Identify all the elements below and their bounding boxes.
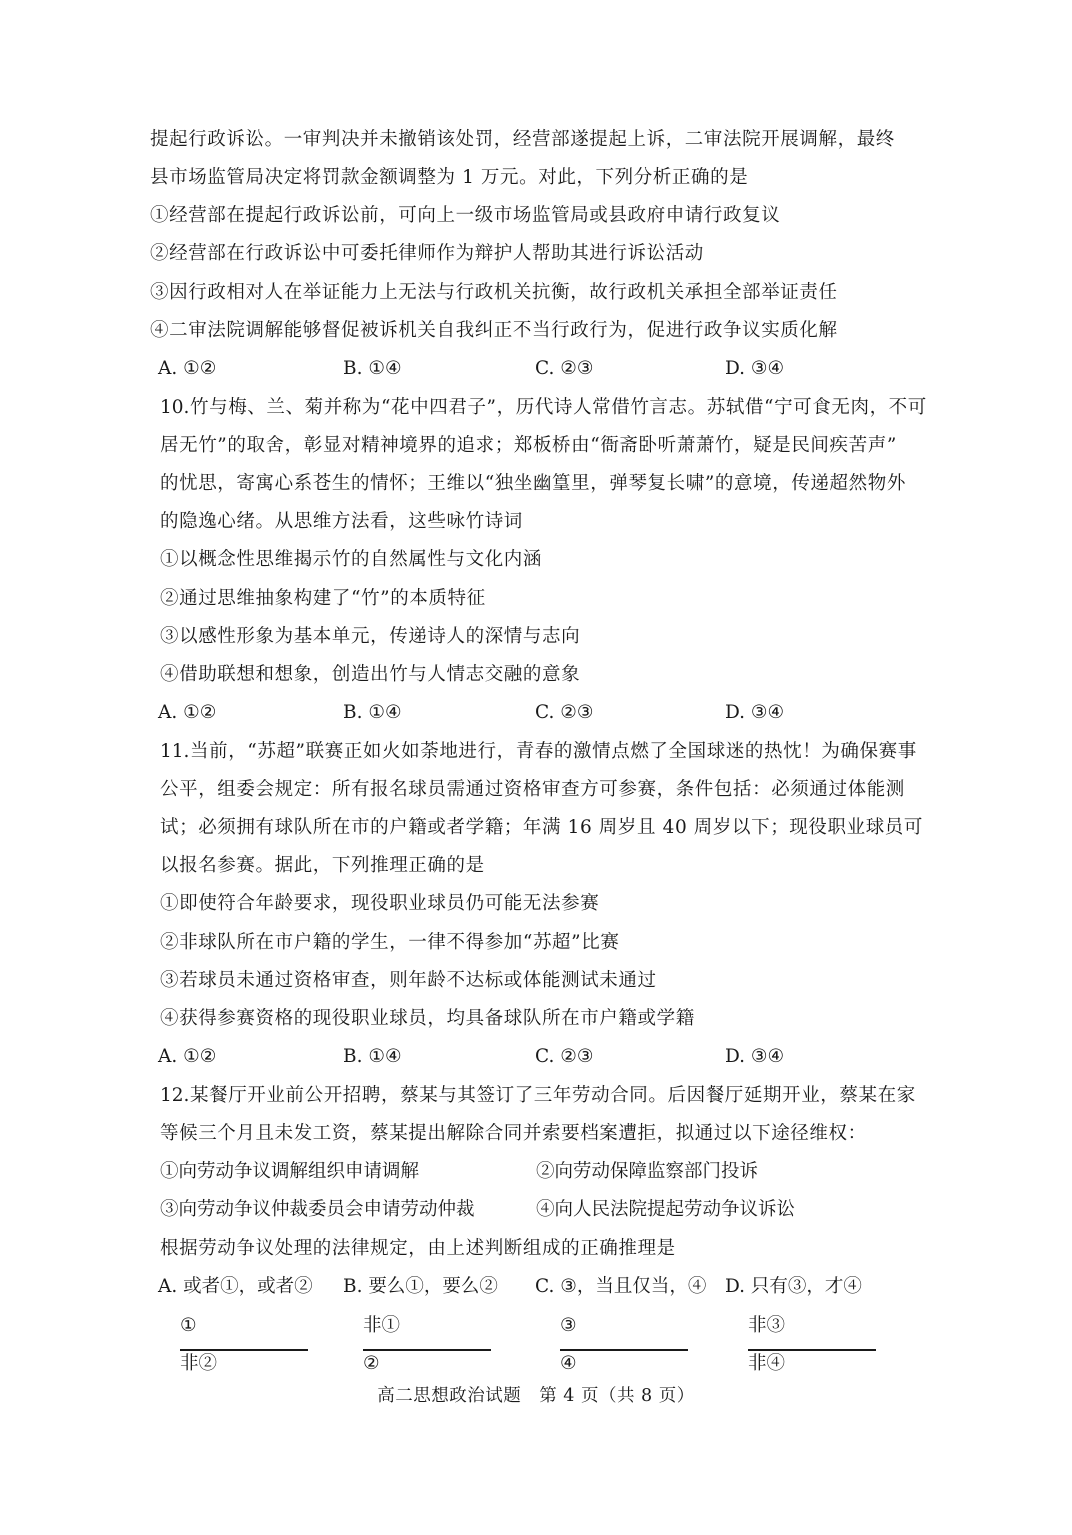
inference-premise: 非① <box>363 1315 401 1336</box>
q9-statement-3: ③因行政相对人在举证能力上无法与行政机关抗衡，故行政机关承担全部举证责任 <box>150 282 838 303</box>
page-footer: 高二思想政治试题 第 4 页（共 8 页） <box>377 1386 695 1406</box>
q9-option-b: B. ①④ <box>343 358 402 379</box>
inference-line <box>560 1349 688 1351</box>
q11-statement-3: ③若球员未通过资格审查，则年龄不达标或体能测试未通过 <box>160 970 657 991</box>
q12-option-a: A. 或者①，或者② <box>158 1276 313 1297</box>
q10-stem-line-2: 居无竹”的取舍，彰显对精神境界的追求；郑板桥由“衙斋卧听萧萧竹，疑是民间疾苦声” <box>160 435 897 456</box>
q11-stem-line-3: 试；必须拥有球队所在市的户籍或者学籍；年满 16 周岁且 40 周岁以下；现役职业球员可 <box>160 817 924 838</box>
q12-number: 12. <box>160 1085 190 1106</box>
q11-stem-line-1: 当前，“苏超”联赛正如火如荼地进行，青春的激情点燃了全国球迷的热忱！为确保赛事 <box>190 741 917 762</box>
q11-options <box>158 1045 958 1069</box>
q9-option-c: C. ②③ <box>535 358 594 379</box>
q10-option-d: D. ③④ <box>725 702 785 723</box>
q10-statement-4: ④借助联想和想象，创造出竹与人情志交融的意象 <box>160 664 581 685</box>
q11-stem-line-4: 以报名参赛。据此，下列推理正确的是 <box>160 855 485 876</box>
q11-statement-1: ①即使符合年龄要求，现役职业球员仍可能无法参赛 <box>160 893 600 914</box>
q11-number: 11. <box>160 741 190 762</box>
q9-option-a: A. ①② <box>158 358 217 379</box>
q9-stem-line-2: 县市场监管局决定将罚款金额调整为 1 万元。对此，下列分析正确的是 <box>150 167 749 188</box>
q9-statement-2: ②经营部在行政诉讼中可委托律师作为辩护人帮助其进行诉讼活动 <box>150 243 704 264</box>
q10-option-a: A. ①② <box>158 702 217 723</box>
q10-stem-line-4: 的隐逸心绪。从思维方法看，这些咏竹诗词 <box>160 511 523 532</box>
q12-stem-line-2: 等候三个月且未发工资，蔡某提出解除合同并索要档案遭拒，拟通过以下途径维权： <box>160 1123 867 1144</box>
inference-conclusion: ② <box>363 1353 380 1374</box>
q10-option-b: B. ①④ <box>343 702 402 723</box>
q11-statement-2: ②非球队所在市户籍的学生，一律不得参加“苏超”比赛 <box>160 932 620 953</box>
inference-conclusion: 非④ <box>748 1353 786 1374</box>
q12-option-d: D. 只有③，才④ <box>725 1276 862 1297</box>
q10-statement-2: ②通过思维抽象构建了“竹”的本质特征 <box>160 588 486 609</box>
q10-statement-1: ①以概念性思维揭示竹的自然属性与文化内涵 <box>160 549 543 570</box>
q12-route-2: ②向劳动保障监察部门投诉 <box>536 1161 759 1182</box>
q11-statement-4: ④获得参赛资格的现役职业球员，均具备球队所在市户籍或学籍 <box>160 1008 695 1029</box>
q12-routes-row-2 <box>160 1198 960 1222</box>
q12-routes-row-1 <box>160 1160 960 1184</box>
inference-line <box>180 1349 308 1351</box>
inference-line <box>748 1349 876 1351</box>
inference-premise: ③ <box>560 1315 577 1336</box>
q10-statement-3: ③以感性形象为基本单元，传递诗人的深情与志向 <box>160 626 581 647</box>
q10-number: 10. <box>160 397 190 418</box>
inference-line <box>363 1349 491 1351</box>
inference-conclusion: ④ <box>560 1353 577 1374</box>
q9-statement-1: ①经营部在提起行政诉讼前，可向上一级市场监管局或县政府申请行政复议 <box>150 205 781 226</box>
q12-route-4: ④向人民法院提起劳动争议诉讼 <box>536 1199 796 1220</box>
inference-conclusion: 非② <box>180 1353 218 1374</box>
q11-option-a: A. ①② <box>158 1046 217 1067</box>
q11-stem-line-2: 公平，组委会规定：所有报名球员需通过资格审查方可参赛，条件包括：必须通过体能测 <box>160 779 905 800</box>
q12-stem-line-1: 某餐厅开业前公开招聘，蔡某与其签订了三年劳动合同。后因餐厅延期开业，蔡某在家 <box>190 1085 916 1106</box>
q9-statement-4: ④二审法院调解能够督促被诉机关自我纠正不当行政行为，促进行政争议实质化解 <box>150 320 838 341</box>
q11-option-c: C. ②③ <box>535 1046 594 1067</box>
q10-options <box>158 701 958 725</box>
q12-prompt: 根据劳动争议处理的法律规定，由上述判断组成的正确推理是 <box>160 1238 676 1259</box>
q12-option-c: C. ③，当且仅当，④ <box>535 1276 707 1297</box>
q9-options <box>158 357 958 381</box>
q9-option-d: D. ③④ <box>725 358 785 379</box>
q11-option-d: D. ③④ <box>725 1046 785 1067</box>
q12-route-3: ③向劳动争议仲裁委员会申请劳动仲裁 <box>160 1199 475 1220</box>
q12-option-b: B. 要么①，要么② <box>343 1276 498 1297</box>
q10-stem-line-1: 竹与梅、兰、菊并称为“花中四君子”，历代诗人常借竹言志。苏轼借“宁可食无肉，不可 <box>190 397 927 418</box>
q11-option-b: B. ①④ <box>343 1046 402 1067</box>
inference-premise: ① <box>180 1315 197 1336</box>
q12-route-1: ①向劳动争议调解组织申请调解 <box>160 1161 420 1182</box>
inference-premise: 非③ <box>748 1315 786 1336</box>
q12-options <box>158 1275 958 1299</box>
q10-option-c: C. ②③ <box>535 702 594 723</box>
q10-stem-line-3: 的忧思，寄寓心系苍生的情怀；王维以“独坐幽篁里，弹琴复长啸”的意境，传递超然物外 <box>160 473 906 494</box>
q9-stem-line-1: 提起行政诉讼。一审判决并未撤销该处罚，经营部遂提起上诉，二审法院开展调解，最终 <box>150 129 895 150</box>
